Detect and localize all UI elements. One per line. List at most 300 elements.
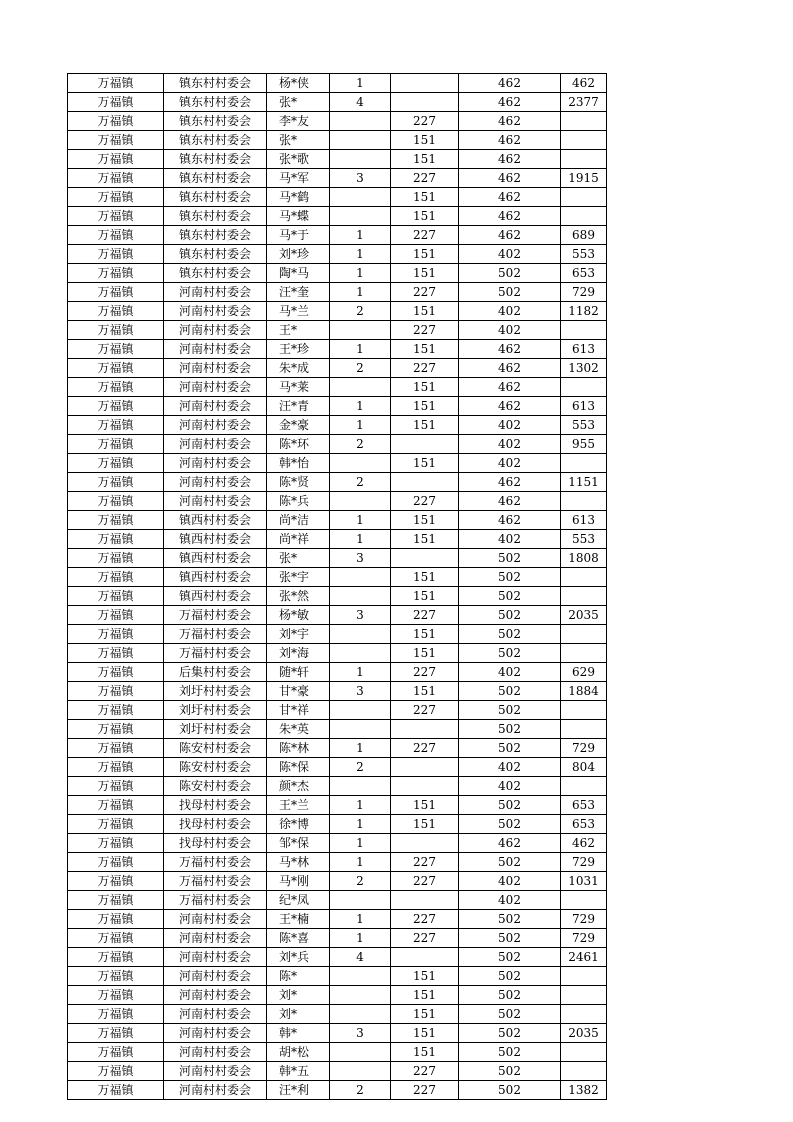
amount-b-cell: 462: [459, 359, 561, 378]
village-committee-cell: 万福村村委会: [164, 606, 267, 625]
count-cell: 3: [330, 549, 391, 568]
town-cell: 万福镇: [68, 910, 164, 929]
amount-b-cell: 502: [459, 587, 561, 606]
village-committee-cell: 万福村村委会: [164, 625, 267, 644]
records-table: [67, 73, 607, 1100]
table-row: [68, 682, 607, 701]
table-row: [68, 606, 607, 625]
count-cell: 2: [330, 435, 391, 454]
name-cell: 张*宇: [267, 568, 330, 587]
name-cell: 朱*成: [267, 359, 330, 378]
amount-a-cell: [391, 549, 459, 568]
count-cell: 1: [330, 264, 391, 283]
name-cell: 韩*五: [267, 1062, 330, 1081]
count-cell: [330, 321, 391, 340]
name-cell: 马*鹤: [267, 188, 330, 207]
town-cell: 万福镇: [68, 150, 164, 169]
total-cell: 1382: [561, 1081, 607, 1100]
total-cell: [561, 1005, 607, 1024]
town-cell: 万福镇: [68, 226, 164, 245]
village-committee-cell: 河南村村委会: [164, 340, 267, 359]
table-row: [68, 777, 607, 796]
total-cell: [561, 454, 607, 473]
village-committee-cell: 河南村村委会: [164, 1043, 267, 1062]
amount-b-cell: 402: [459, 530, 561, 549]
amount-b-cell: 502: [459, 625, 561, 644]
total-cell: 653: [561, 796, 607, 815]
name-cell: 胡*松: [267, 1043, 330, 1062]
village-committee-cell: 河南村村委会: [164, 1024, 267, 1043]
table-row: [68, 378, 607, 397]
total-cell: 2377: [561, 93, 607, 112]
name-cell: 尚*祥: [267, 530, 330, 549]
town-cell: 万福镇: [68, 302, 164, 321]
town-cell: 万福镇: [68, 207, 164, 226]
name-cell: 纪*凤: [267, 891, 330, 910]
town-cell: 万福镇: [68, 606, 164, 625]
amount-a-cell: [391, 891, 459, 910]
town-cell: 万福镇: [68, 815, 164, 834]
amount-b-cell: 462: [459, 511, 561, 530]
amount-b-cell: 502: [459, 948, 561, 967]
name-cell: 韩*: [267, 1024, 330, 1043]
amount-a-cell: 151: [391, 397, 459, 416]
count-cell: 1: [330, 739, 391, 758]
amount-a-cell: 151: [391, 378, 459, 397]
count-cell: 1: [330, 663, 391, 682]
town-cell: 万福镇: [68, 929, 164, 948]
village-committee-cell: 镇东村村委会: [164, 264, 267, 283]
amount-a-cell: 151: [391, 587, 459, 606]
name-cell: 马*军: [267, 169, 330, 188]
name-cell: 张*: [267, 549, 330, 568]
town-cell: 万福镇: [68, 454, 164, 473]
amount-b-cell: 502: [459, 739, 561, 758]
name-cell: 陈*环: [267, 435, 330, 454]
amount-b-cell: 462: [459, 93, 561, 112]
amount-a-cell: 227: [391, 872, 459, 891]
amount-b-cell: 462: [459, 473, 561, 492]
count-cell: 1: [330, 530, 391, 549]
village-committee-cell: 河南村村委会: [164, 1081, 267, 1100]
town-cell: 万福镇: [68, 473, 164, 492]
table-row: [68, 1005, 607, 1024]
village-committee-cell: 万福村村委会: [164, 891, 267, 910]
name-cell: 杨*侠: [267, 74, 330, 93]
amount-b-cell: 462: [459, 340, 561, 359]
table-row: [68, 758, 607, 777]
name-cell: 刘*珍: [267, 245, 330, 264]
count-cell: 1: [330, 283, 391, 302]
total-cell: [561, 587, 607, 606]
amount-a-cell: 151: [391, 511, 459, 530]
town-cell: 万福镇: [68, 872, 164, 891]
total-cell: 553: [561, 416, 607, 435]
town-cell: 万福镇: [68, 264, 164, 283]
amount-a-cell: 227: [391, 1081, 459, 1100]
total-cell: [561, 188, 607, 207]
name-cell: 马*于: [267, 226, 330, 245]
name-cell: 陶*马: [267, 264, 330, 283]
count-cell: 1: [330, 910, 391, 929]
town-cell: 万福镇: [68, 720, 164, 739]
table-row: [68, 511, 607, 530]
name-cell: 王*兰: [267, 796, 330, 815]
name-cell: 马*兰: [267, 302, 330, 321]
total-cell: [561, 986, 607, 1005]
amount-a-cell: 151: [391, 1043, 459, 1062]
total-cell: 729: [561, 929, 607, 948]
town-cell: 万福镇: [68, 891, 164, 910]
amount-a-cell: 151: [391, 245, 459, 264]
town-cell: 万福镇: [68, 93, 164, 112]
amount-b-cell: 462: [459, 834, 561, 853]
name-cell: 随*轩: [267, 663, 330, 682]
table-row: [68, 340, 607, 359]
name-cell: 陈*林: [267, 739, 330, 758]
village-committee-cell: 刘圩村村委会: [164, 682, 267, 701]
amount-a-cell: 227: [391, 929, 459, 948]
amount-a-cell: 151: [391, 682, 459, 701]
total-cell: [561, 644, 607, 663]
village-committee-cell: 陈安村村委会: [164, 777, 267, 796]
table-row: [68, 473, 607, 492]
total-cell: 804: [561, 758, 607, 777]
total-cell: 1302: [561, 359, 607, 378]
table-row: [68, 1062, 607, 1081]
amount-a-cell: 151: [391, 967, 459, 986]
amount-a-cell: 227: [391, 701, 459, 720]
amount-b-cell: 502: [459, 967, 561, 986]
town-cell: 万福镇: [68, 1024, 164, 1043]
amount-a-cell: 151: [391, 207, 459, 226]
total-cell: 462: [561, 834, 607, 853]
table-row: [68, 1024, 607, 1043]
count-cell: [330, 454, 391, 473]
town-cell: 万福镇: [68, 549, 164, 568]
count-cell: 4: [330, 93, 391, 112]
name-cell: 王*楠: [267, 910, 330, 929]
table-row: [68, 853, 607, 872]
village-committee-cell: 河南村村委会: [164, 454, 267, 473]
amount-b-cell: 402: [459, 454, 561, 473]
village-committee-cell: 镇东村村委会: [164, 188, 267, 207]
count-cell: 1: [330, 853, 391, 872]
amount-b-cell: 502: [459, 929, 561, 948]
count-cell: 4: [330, 948, 391, 967]
amount-a-cell: 227: [391, 226, 459, 245]
table-row: [68, 720, 607, 739]
village-committee-cell: 河南村村委会: [164, 302, 267, 321]
table-row: [68, 891, 607, 910]
village-committee-cell: 镇西村村委会: [164, 568, 267, 587]
count-cell: 1: [330, 815, 391, 834]
town-cell: 万福镇: [68, 986, 164, 1005]
total-cell: [561, 720, 607, 739]
amount-a-cell: 227: [391, 112, 459, 131]
total-cell: 1808: [561, 549, 607, 568]
amount-b-cell: 502: [459, 644, 561, 663]
amount-a-cell: [391, 93, 459, 112]
town-cell: 万福镇: [68, 967, 164, 986]
name-cell: 邹*保: [267, 834, 330, 853]
amount-a-cell: [391, 834, 459, 853]
amount-a-cell: 151: [391, 815, 459, 834]
amount-a-cell: 151: [391, 1024, 459, 1043]
village-committee-cell: 万福村村委会: [164, 644, 267, 663]
village-committee-cell: 镇东村村委会: [164, 245, 267, 264]
count-cell: 1: [330, 511, 391, 530]
amount-a-cell: 227: [391, 321, 459, 340]
count-cell: [330, 1005, 391, 1024]
village-committee-cell: 镇东村村委会: [164, 150, 267, 169]
table-row: [68, 625, 607, 644]
name-cell: 张*: [267, 131, 330, 150]
count-cell: [330, 986, 391, 1005]
amount-b-cell: 502: [459, 986, 561, 1005]
amount-a-cell: 151: [391, 625, 459, 644]
village-committee-cell: 陈安村村委会: [164, 758, 267, 777]
amount-a-cell: 151: [391, 150, 459, 169]
total-cell: [561, 150, 607, 169]
amount-b-cell: 402: [459, 663, 561, 682]
total-cell: [561, 112, 607, 131]
town-cell: 万福镇: [68, 340, 164, 359]
village-committee-cell: 河南村村委会: [164, 359, 267, 378]
total-cell: 653: [561, 264, 607, 283]
name-cell: 张*: [267, 93, 330, 112]
town-cell: 万福镇: [68, 568, 164, 587]
amount-a-cell: [391, 948, 459, 967]
town-cell: 万福镇: [68, 758, 164, 777]
amount-b-cell: 462: [459, 169, 561, 188]
amount-b-cell: 502: [459, 853, 561, 872]
count-cell: 2: [330, 872, 391, 891]
amount-b-cell: 402: [459, 777, 561, 796]
count-cell: [330, 891, 391, 910]
name-cell: 汪*利: [267, 1081, 330, 1100]
village-committee-cell: 河南村村委会: [164, 473, 267, 492]
total-cell: [561, 777, 607, 796]
name-cell: 马*林: [267, 853, 330, 872]
table-row: [68, 359, 607, 378]
amount-b-cell: 502: [459, 264, 561, 283]
name-cell: 陈*: [267, 967, 330, 986]
table-row: [68, 264, 607, 283]
amount-b-cell: 402: [459, 758, 561, 777]
name-cell: 马*蝶: [267, 207, 330, 226]
name-cell: 汪*奎: [267, 283, 330, 302]
total-cell: [561, 1062, 607, 1081]
total-cell: [561, 1043, 607, 1062]
total-cell: [561, 131, 607, 150]
table-row: [68, 131, 607, 150]
table-row: [68, 967, 607, 986]
count-cell: 3: [330, 682, 391, 701]
amount-b-cell: 462: [459, 492, 561, 511]
town-cell: 万福镇: [68, 682, 164, 701]
count-cell: [330, 720, 391, 739]
count-cell: 3: [330, 169, 391, 188]
table-row: [68, 1043, 607, 1062]
table-row: [68, 454, 607, 473]
table-row: [68, 321, 607, 340]
amount-a-cell: 227: [391, 283, 459, 302]
total-cell: [561, 625, 607, 644]
name-cell: 王*: [267, 321, 330, 340]
town-cell: 万福镇: [68, 188, 164, 207]
amount-b-cell: 402: [459, 872, 561, 891]
village-committee-cell: 河南村村委会: [164, 321, 267, 340]
table-row: [68, 397, 607, 416]
amount-a-cell: [391, 777, 459, 796]
table-row: [68, 112, 607, 131]
village-committee-cell: 找母村村委会: [164, 815, 267, 834]
amount-b-cell: 502: [459, 1043, 561, 1062]
total-cell: [561, 492, 607, 511]
table-row: [68, 188, 607, 207]
count-cell: 2: [330, 359, 391, 378]
village-committee-cell: 河南村村委会: [164, 948, 267, 967]
town-cell: 万福镇: [68, 435, 164, 454]
village-committee-cell: 万福村村委会: [164, 853, 267, 872]
count-cell: 3: [330, 606, 391, 625]
count-cell: 1: [330, 397, 391, 416]
amount-b-cell: 502: [459, 549, 561, 568]
amount-a-cell: 227: [391, 1062, 459, 1081]
village-committee-cell: 陈安村村委会: [164, 739, 267, 758]
total-cell: 689: [561, 226, 607, 245]
town-cell: 万福镇: [68, 74, 164, 93]
table-row: [68, 663, 607, 682]
table-row: [68, 796, 607, 815]
total-cell: [561, 207, 607, 226]
amount-a-cell: 227: [391, 739, 459, 758]
amount-b-cell: 462: [459, 131, 561, 150]
table-row: [68, 207, 607, 226]
amount-b-cell: 402: [459, 435, 561, 454]
amount-b-cell: 502: [459, 606, 561, 625]
name-cell: 张*然: [267, 587, 330, 606]
name-cell: 颜*杰: [267, 777, 330, 796]
village-committee-cell: 河南村村委会: [164, 397, 267, 416]
total-cell: 729: [561, 283, 607, 302]
amount-b-cell: 502: [459, 682, 561, 701]
count-cell: [330, 777, 391, 796]
village-committee-cell: 镇东村村委会: [164, 226, 267, 245]
amount-a-cell: 227: [391, 853, 459, 872]
name-cell: 刘*: [267, 986, 330, 1005]
amount-b-cell: 462: [459, 207, 561, 226]
village-committee-cell: 河南村村委会: [164, 416, 267, 435]
village-committee-cell: 镇西村村委会: [164, 530, 267, 549]
village-committee-cell: 河南村村委会: [164, 929, 267, 948]
town-cell: 万福镇: [68, 739, 164, 758]
village-committee-cell: 万福村村委会: [164, 872, 267, 891]
village-committee-cell: 镇东村村委会: [164, 207, 267, 226]
count-cell: [330, 587, 391, 606]
name-cell: 杨*敏: [267, 606, 330, 625]
amount-a-cell: 151: [391, 188, 459, 207]
town-cell: 万福镇: [68, 644, 164, 663]
count-cell: [330, 188, 391, 207]
name-cell: 甘*豪: [267, 682, 330, 701]
village-committee-cell: 镇东村村委会: [164, 93, 267, 112]
village-committee-cell: 河南村村委会: [164, 435, 267, 454]
table-row: [68, 283, 607, 302]
amount-b-cell: 502: [459, 1005, 561, 1024]
name-cell: 陈*兵: [267, 492, 330, 511]
name-cell: 尚*洁: [267, 511, 330, 530]
village-committee-cell: 镇东村村委会: [164, 112, 267, 131]
village-committee-cell: 河南村村委会: [164, 283, 267, 302]
town-cell: 万福镇: [68, 359, 164, 378]
count-cell: 1: [330, 416, 391, 435]
amount-a-cell: 227: [391, 492, 459, 511]
amount-a-cell: 227: [391, 606, 459, 625]
village-committee-cell: 刘圩村村委会: [164, 720, 267, 739]
table-body: [68, 74, 607, 1100]
total-cell: [561, 568, 607, 587]
name-cell: 刘*宇: [267, 625, 330, 644]
town-cell: 万福镇: [68, 1005, 164, 1024]
amount-a-cell: 227: [391, 359, 459, 378]
town-cell: 万福镇: [68, 701, 164, 720]
village-committee-cell: 镇东村村委会: [164, 169, 267, 188]
amount-a-cell: [391, 720, 459, 739]
total-cell: 2035: [561, 1024, 607, 1043]
count-cell: [330, 112, 391, 131]
amount-a-cell: 151: [391, 131, 459, 150]
count-cell: [330, 967, 391, 986]
amount-b-cell: 502: [459, 1024, 561, 1043]
village-committee-cell: 镇西村村委会: [164, 587, 267, 606]
count-cell: 1: [330, 74, 391, 93]
amount-b-cell: 402: [459, 245, 561, 264]
total-cell: 955: [561, 435, 607, 454]
village-committee-cell: 刘圩村村委会: [164, 701, 267, 720]
village-committee-cell: 河南村村委会: [164, 1005, 267, 1024]
amount-a-cell: 227: [391, 910, 459, 929]
village-committee-cell: 后集村村委会: [164, 663, 267, 682]
town-cell: 万福镇: [68, 112, 164, 131]
village-committee-cell: 河南村村委会: [164, 378, 267, 397]
amount-a-cell: 151: [391, 644, 459, 663]
town-cell: 万福镇: [68, 777, 164, 796]
name-cell: 汪*青: [267, 397, 330, 416]
amount-b-cell: 462: [459, 74, 561, 93]
town-cell: 万福镇: [68, 511, 164, 530]
village-committee-cell: 镇西村村委会: [164, 511, 267, 530]
table-row: [68, 435, 607, 454]
amount-b-cell: 502: [459, 815, 561, 834]
table-row: [68, 226, 607, 245]
amount-b-cell: 462: [459, 150, 561, 169]
count-cell: [330, 568, 391, 587]
table-row: [68, 93, 607, 112]
amount-a-cell: 151: [391, 796, 459, 815]
count-cell: [330, 1062, 391, 1081]
amount-a-cell: [391, 435, 459, 454]
table-row: [68, 74, 607, 93]
town-cell: 万福镇: [68, 853, 164, 872]
amount-a-cell: [391, 473, 459, 492]
table-row: [68, 416, 607, 435]
amount-a-cell: [391, 758, 459, 777]
village-committee-cell: 找母村村委会: [164, 796, 267, 815]
count-cell: [330, 150, 391, 169]
total-cell: 729: [561, 910, 607, 929]
